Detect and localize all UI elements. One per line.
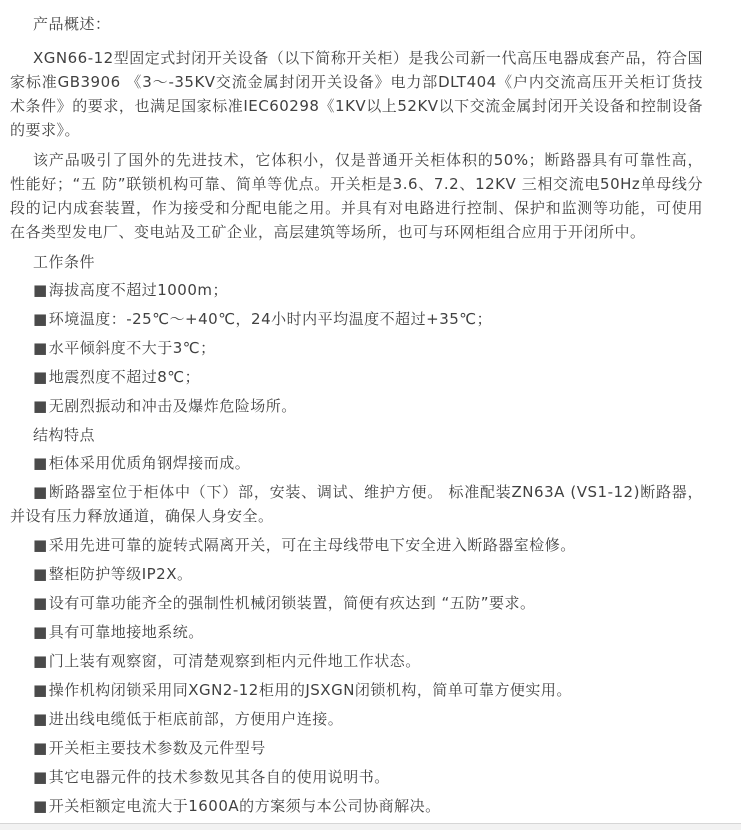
bullet-item: [10, 365, 703, 389]
bullet-text: 其它电器元件的技术参数见其各自的使用说明书。: [48, 768, 390, 786]
section-heading-structure-features: 结构特点: [33, 426, 96, 444]
bullet-square-icon: ■: [33, 536, 48, 554]
bullet-text: 海拔高度不超过1000m；: [48, 281, 228, 299]
bullet-text: 柜体采用优质角钢焊接而成。: [48, 454, 251, 472]
bullet-item: [10, 307, 703, 331]
bullet-item: [10, 336, 703, 360]
bullet-square-icon: ■: [33, 768, 48, 786]
doc-title: 产品概述：: [33, 15, 111, 33]
bullet-item: [10, 562, 703, 586]
bullet-item: [10, 794, 703, 818]
bullet-text: 设有可靠功能齐全的强制性机械闭锁装置，简便有疚达到 “五防”要求。: [48, 594, 536, 612]
bullet-text: 进出线电缆低于柜底前部，方便用户连接。: [48, 710, 344, 728]
bullet-square-icon: ■: [33, 310, 48, 328]
bullet-square-icon: ■: [33, 339, 48, 357]
bullet-text: 地震烈度不超过8℃；: [48, 368, 201, 386]
bullet-square-icon: ■: [33, 281, 48, 299]
intro-paragraph: XGN66-12型固定式封闭开关设备（以下简称开关柜）是我公司新一代高压电器成套产品，符合国家标准GB3906 《3～-35KV交流金属封闭开关设备》电力部DLT404《户内交流高压开关柜订货技术条件》的要求，也满足国家标准IEC60298《1KV以上52KV以下交流金属封闭开关设备和控制设备的要求》。: [10, 49, 703, 139]
bullet-square-icon: ■: [33, 652, 48, 670]
bullet-square-icon: ■: [33, 565, 48, 583]
bullet-square-icon: ■: [33, 368, 48, 386]
bullet-square-icon: ■: [33, 797, 48, 815]
bullet-text: 整柜防护等级IP2X。: [48, 565, 193, 583]
bullet-text: 操作机构闭锁采用同XGN2-12柜用的JSXGN闭锁机构，简单可靠方便实用。: [48, 681, 572, 699]
bullet-item: [10, 649, 703, 673]
bullet-text: 门上装有观察窗，可清楚观察到柜内元件地工作状态。: [48, 652, 421, 670]
bullet-text: 开关柜额定电流大于1600A的方案须与本公司协商解决。: [48, 797, 441, 815]
bullet-item: [10, 533, 703, 557]
bullet-item: [10, 736, 703, 760]
intro-paragraph: 该产品吸引了国外的先进技术，它体积小，仅是普通开关柜体积的50%；断路器具有可靠性高，性能好；“五 防”联锁机构可靠、简单等优点。开关柜是3.6、7.2、12KV 三相交流电50Hz单母线分段的记内成套装置，作为接受和分配电能之用。并具有对电路进行控制、保护和监测等功能，可使用在各类型发电厂、变电站及工矿企业，高层建筑等场所，也可与环网柜组合应用于开闭所中。: [10, 151, 703, 241]
bullet-square-icon: ■: [33, 594, 48, 612]
bullet-text: 开关柜主要技术参数及元件型号: [48, 739, 266, 757]
bullet-text: 断路器室位于柜体中（下）部，安装、调试、维护方便。 标准配装ZN63A (VS1-12)断路器，并设有压力释放通道，确保人身安全。: [10, 483, 703, 525]
bullet-item: [10, 765, 703, 789]
bullet-item: [10, 620, 703, 644]
bullet-square-icon: ■: [33, 681, 48, 699]
bullet-square-icon: ■: [33, 454, 48, 472]
bullet-text: 采用先进可靠的旋转式隔离开关，可在主母线带电下安全进入断路器室检修。: [48, 536, 576, 554]
bullet-item: [10, 591, 703, 615]
bullet-text: 具有可靠地接地系统。: [48, 623, 204, 641]
section-heading-working-conditions: 工作条件: [33, 253, 96, 271]
bullet-square-icon: ■: [33, 710, 48, 728]
bullet-square-icon: ■: [33, 483, 48, 501]
bullet-item: [10, 278, 703, 302]
bullet-square-icon: ■: [33, 397, 48, 415]
bullet-item: [10, 678, 703, 702]
bullet-text: 环境温度：-25℃～+40℃，24小时内平均温度不超过+35℃；: [48, 310, 493, 328]
bullet-text: 无剧烈振动和冲击及爆炸危险场所。: [48, 397, 297, 415]
bullet-square-icon: ■: [33, 623, 48, 641]
bullet-item: [10, 451, 703, 475]
bullet-item: [10, 707, 703, 731]
bullet-item: [10, 480, 703, 528]
page-bottom-strip: [0, 824, 741, 830]
bullet-item: [10, 394, 703, 418]
bullet-text: 水平倾斜度不大于3℃；: [48, 339, 216, 357]
bullet-square-icon: ■: [33, 739, 48, 757]
